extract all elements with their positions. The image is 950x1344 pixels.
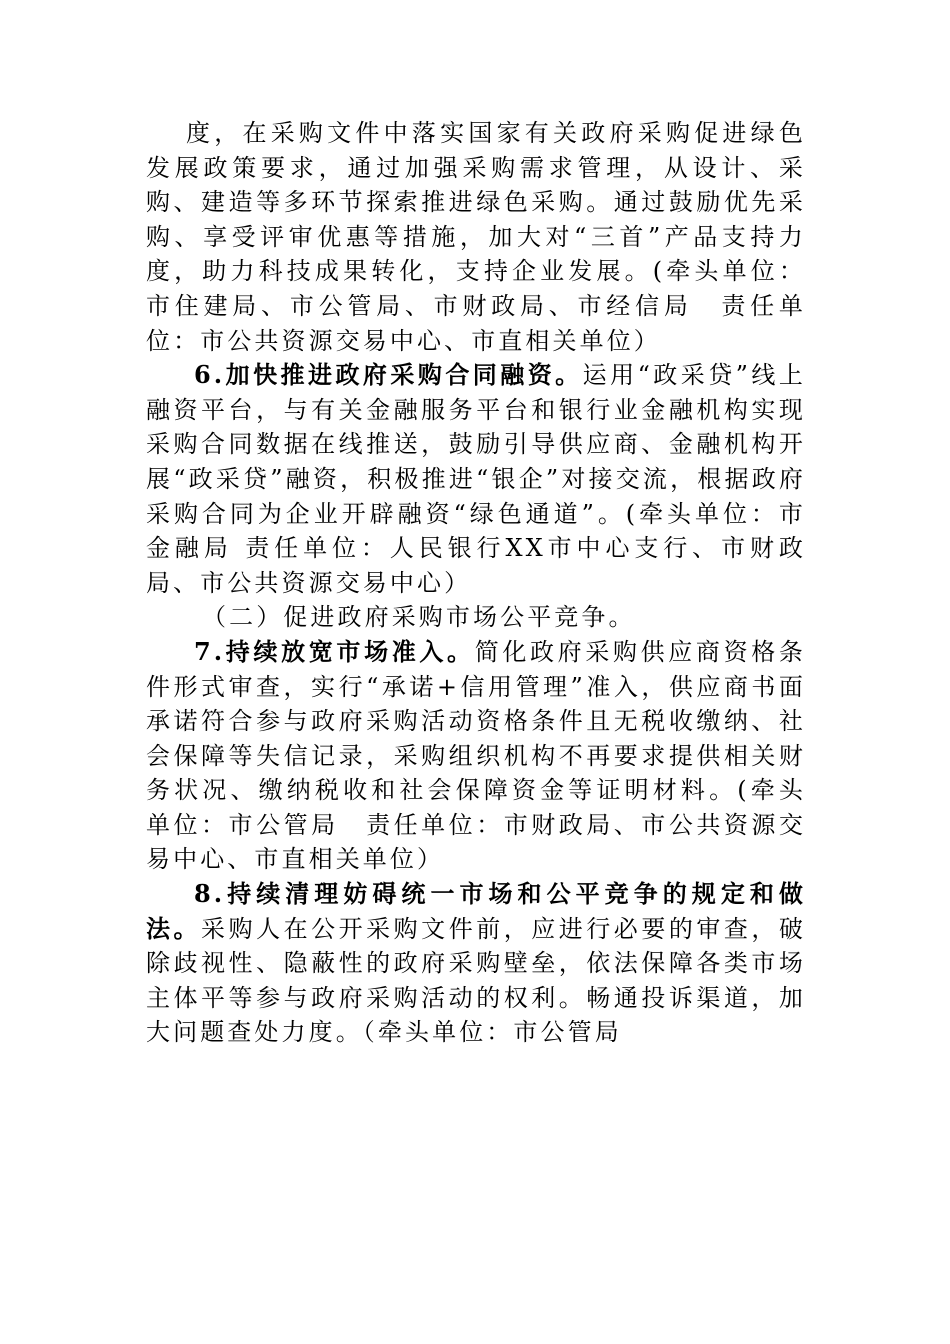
paragraph-market-access xyxy=(146,635,806,877)
paragraph-body: 简化政府采购供应商资格条件形式审查，实行“承诺+信用管理”准入，供应商书面承诺符合参与政府采购活动资格条件且无税收缴纳、社会保障等失信记录，采购组织机构不再要求提供相关财务状况、缴纳税收和社会保障资金等证明材料。(牵头单位：市公管局 责任单位：市财政局、市公共资源交易中心、市直相关单位） xyxy=(146,637,806,874)
item-heading-7: 7.持续放宽市场准入。 xyxy=(194,636,475,666)
paragraph-contract-financing xyxy=(146,358,806,600)
paragraph-body: 运用“政采贷”线上融资平台，与有关金融服务平台和银行业金融机构实现采购合同数据在线推送，鼓励引导供应商、金融机构开展“政采贷”融资，积极推进“银企”对接交流，根据政府采购合同为企业开辟融资“绿色通道”。(牵头单位：市金融局 责任单位：人民银行XX市中心支行、市财政局、市公共资源交易中心） xyxy=(146,361,806,597)
paragraph-body: 度，在采购文件中落实国家有关政府采购促进绿色发展政策要求，通过加强采购需求管理，从设计、采购、建造等多环节探索推进绿色采购。通过鼓励优先采购、享受评审优惠等措施，加大对“三首”产品支持力度，助力科技成果转化，支持企业发展。(牵头单位：市住建局、市公管局、市财政局、市经信局 责任单位：市公共资源交易中心、市直相关单位） xyxy=(146,119,806,355)
item-heading-6: 6.加快推进政府采购合同融资。 xyxy=(194,360,583,390)
document-page xyxy=(146,116,806,1050)
paragraph-fair-competition xyxy=(146,877,806,1050)
section-title: （二）促进政府采购市场公平竞争。 xyxy=(202,603,636,632)
paragraph-body: 采购人在公开采购文件前，应进行必要的审查，破除歧视性、隐蔽性的政府采购壁垒，依法保障各类市场主体平等参与政府采购活动的权利。畅通投诉渠道，加大问题查处力度。（牵头单位：市公管局 xyxy=(146,914,807,1047)
section-heading-2 xyxy=(146,600,806,635)
item-heading-8: 8.持续清理妨碍统一市场和公平竞争的规定和做法。 xyxy=(146,879,806,943)
paragraph-green-procurement xyxy=(146,116,806,358)
